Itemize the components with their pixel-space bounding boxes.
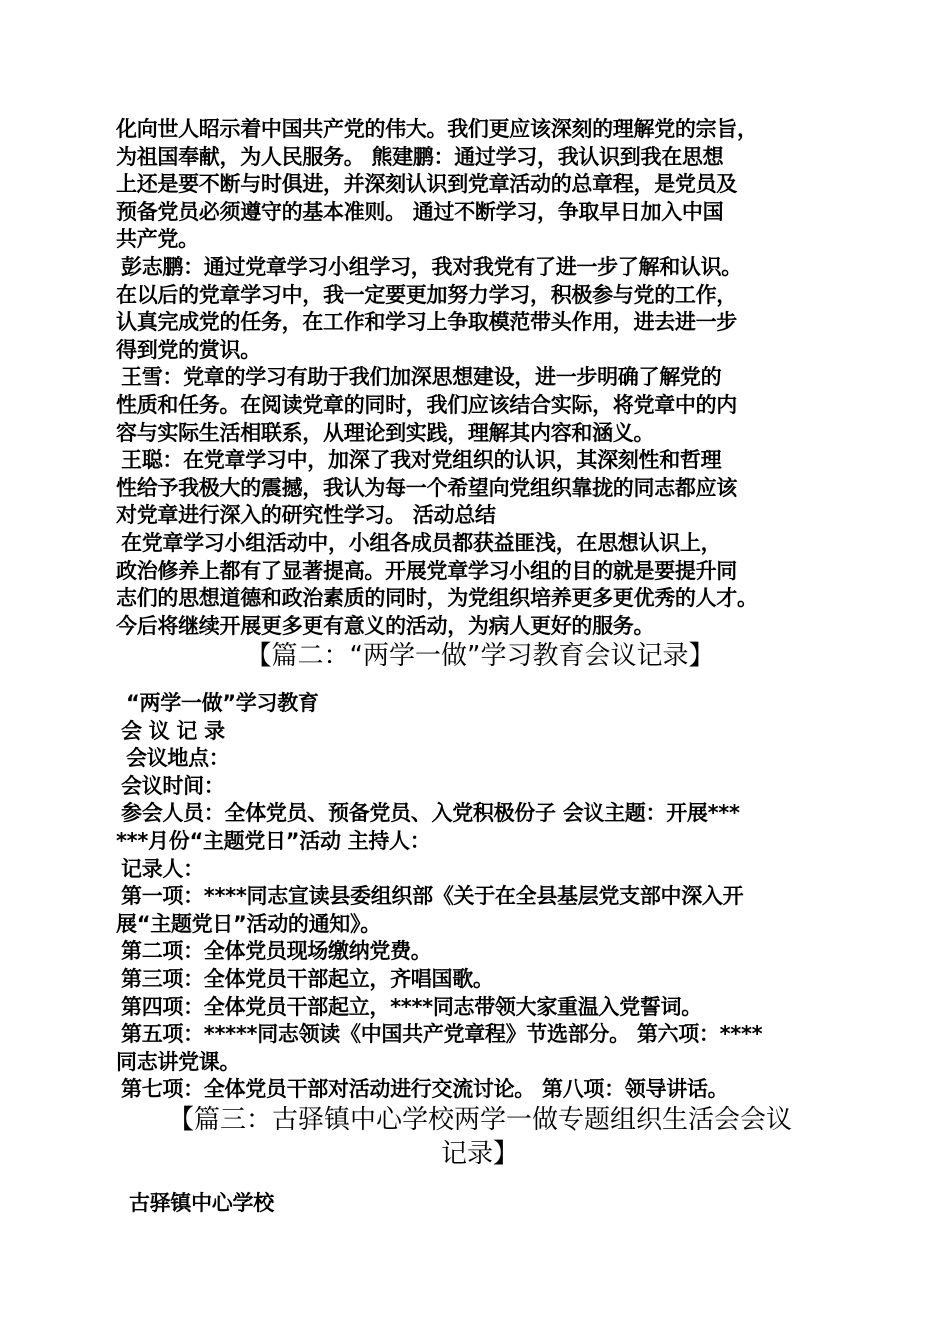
- text-line: 共产党。: [116, 227, 199, 252]
- section-3-text: [116, 1190, 856, 1218]
- text-line: 今后将继续开展更多更有意义的活动，为病人更好的服务。: [116, 613, 655, 638]
- text-line: 在党章学习小组活动中，小组各成员都获益匪浅，在思想认识上，: [121, 530, 722, 555]
- text-line: 政治修养上都有了显著提高。开展党章学习小组的目的就是要提升同: [116, 558, 737, 583]
- text-line: 认真完成党的任务，在工作和学习上争取模范带头作用，进去进一步: [116, 310, 737, 335]
- text-line: “两学一做”学习教育: [126, 691, 319, 715]
- text-line: 第一项：****同志宣读县委组织部《关于在全县基层党支部中深入开: [121, 884, 744, 909]
- text-line: 得到党的赏识。: [116, 337, 261, 362]
- text-line: 第四项：全体党员干部起立，****同志带领大家重温入党誓词。: [121, 994, 702, 1019]
- text-line: 对党章进行深入的研究性学习。 活动总结: [116, 503, 496, 528]
- text-line: 第二项：全体党员现场缴纳党费。: [121, 939, 432, 964]
- text-line: 会 议 记 录: [121, 718, 225, 743]
- text-line: 展“主题党日”活动的通知》。: [116, 911, 381, 936]
- text-line: 性给予我极大的震撼，我认为每一个希望向党组织靠拢的同志都应该: [116, 475, 737, 500]
- text-line: 第七项：全体党员干部对活动进行交流讨论。 第八项：领导讲话。: [121, 1077, 729, 1102]
- text-line: 在以后的党章学习中，我一定要更加努力学习，积极参与党的工作，: [116, 282, 737, 307]
- section-3-heading-line2: 记录】: [440, 1139, 519, 1169]
- text-line: 为祖国奉献，为人民服务。 熊建鹏：通过学习，我认识到我在思想: [116, 144, 724, 169]
- text-line: 古驿镇中心学校: [129, 1191, 274, 1215]
- text-line: 王聪：在党章学习中，加深了我对党组织的认识，其深刻性和哲理: [121, 448, 722, 473]
- text-line: 王雪：党章的学习有助于我们加深思想建设，进一步明确了解党的: [121, 365, 722, 390]
- text-line: ***月份“主题党日”活动 主持人：: [116, 828, 431, 853]
- text-line: 上还是要不断与时俱进，并深刻认识到党章活动的总章程，是党员及: [116, 172, 737, 197]
- text-line: 容与实际生活相联系，从理论到实践，理解其内容和涵义。: [116, 420, 655, 445]
- text-line: 性质和任务。在阅读党章的同时，我们应该结合实际，将党章中的内: [116, 392, 737, 417]
- text-line: 志们的思想道德和政治素质的同时，为党组织培养更多更优秀的人才。: [116, 586, 758, 611]
- text-line: 会议地点：: [126, 746, 230, 771]
- section-3-heading-line1: 【篇三：古驿镇中心学校两学一做专题组织生活会会议: [167, 1105, 792, 1135]
- text-line: 彭志鹏：通过党章学习小组学习，我对我党有了进一步了解和认识。: [121, 254, 742, 279]
- text-line: 记录人：: [121, 856, 204, 881]
- text-line: 会议时间：: [121, 773, 225, 798]
- text-line: 化向世人昭示着中国共产党的伟大。我们更应该深刻的理解党的宗旨，: [116, 117, 758, 141]
- text-line: 参会人员：全体党员、预备党员、入党积极份子 会议主题：开展***: [121, 801, 740, 826]
- section-2-heading: 【篇二：“两学一做”学习教育会议记录】: [245, 641, 715, 671]
- text-line: 第三项：全体党员干部起立，齐唱国歌。: [121, 966, 494, 991]
- section-1-text: [116, 116, 856, 640]
- text-line: 同志讲党课。: [116, 1049, 241, 1074]
- text-line: 第五项：*****同志领读《中国共产党章程》节选部分。 第六项：****: [121, 1022, 763, 1047]
- section-2-text: [116, 690, 856, 1104]
- text-line: 预备党员必须遵守的基本准则。 通过不断学习，争取早日加入中国: [116, 199, 724, 224]
